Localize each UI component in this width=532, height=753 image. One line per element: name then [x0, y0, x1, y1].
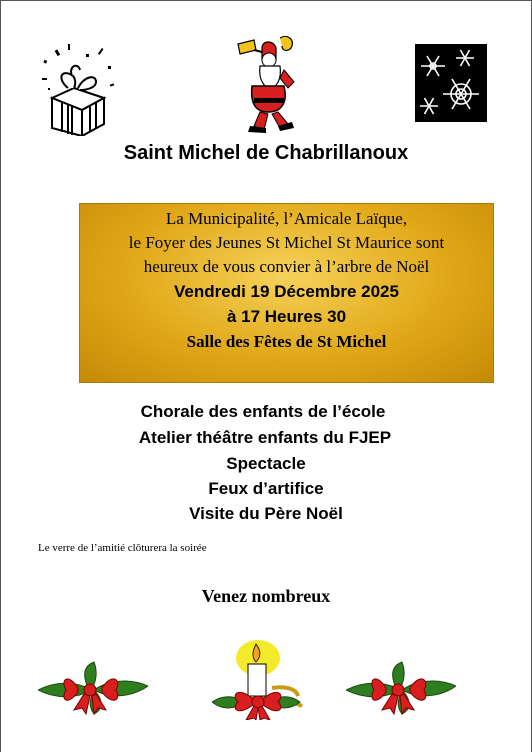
event-date: Vendredi 19 Décembre 2025	[174, 282, 399, 301]
holly-icon	[346, 660, 456, 716]
holly-icon	[38, 660, 148, 716]
snowflakes-icon	[415, 44, 487, 122]
program-item: Visite du Père Noël	[189, 504, 343, 523]
program-item: Chorale des enfants de l’école	[140, 402, 386, 421]
closing-note: Le verre de l’amitié clôturera la soirée	[38, 542, 207, 554]
invitation-line-1: La Municipalité, l’Amicale Laïque,	[165, 209, 408, 228]
program-item: Feux d’artifice	[208, 479, 324, 498]
santa-icon	[232, 30, 304, 134]
closing-call: Venez nombreux	[201, 586, 331, 606]
gift-icon	[38, 40, 118, 136]
program-item: Spectacle	[226, 454, 306, 473]
candle-icon	[212, 636, 312, 720]
page-title: Saint Michel de Chabrillanoux	[123, 142, 409, 164]
invitation-box	[79, 203, 494, 383]
invitation-line-2: le Foyer des Jeunes St Michel St Maurice sont	[128, 233, 445, 252]
event-venue: Salle des Fêtes de St Michel	[186, 332, 387, 351]
program-item: Atelier théâtre enfants du FJEP	[138, 428, 392, 447]
event-time: à 17 Heures 30	[226, 307, 347, 326]
invitation-line-3: heureux de vous convier à l’arbre de Noël	[143, 257, 430, 276]
